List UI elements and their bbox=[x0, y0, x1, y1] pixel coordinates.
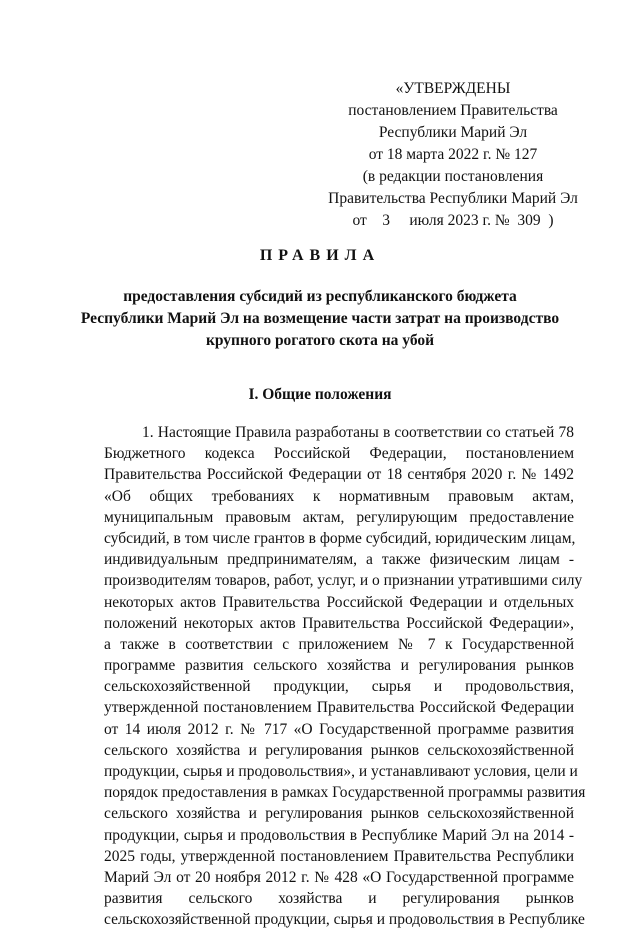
paragraph-line: продукции, сырья и продовольствия», и устанавливают условия, цели и bbox=[104, 763, 578, 780]
approval-line: «УТВЕРЖДЕНЫ bbox=[395, 80, 511, 97]
paragraph-line: а также в соответствии с приложением № 7 к Государственной bbox=[104, 635, 574, 653]
section-heading: I. Общие положения bbox=[248, 386, 392, 403]
paragraph-line: «Об общих требованиях к нормативным правовым актам, bbox=[104, 487, 574, 505]
approval-line: постановлением Правительства bbox=[348, 102, 558, 119]
paragraph-line: продукции, сырья и продовольствия в Республике Марий Эл на 2014 - bbox=[104, 826, 574, 844]
paragraph-line: Марий Эл от 20 ноября 2012 г. № 428 «О Государственной программе bbox=[104, 868, 574, 886]
paragraph-line: муниципальным правовым актам, регулирующим предоставление bbox=[104, 508, 574, 526]
paragraph-line: производителям товаров, работ, услуг, и о признании утратившими силу bbox=[104, 572, 583, 590]
approval-stamp bbox=[318, 78, 588, 232]
paragraph-line: индивидуальным предпринимателям, а также физическим лицам - bbox=[104, 551, 574, 569]
paragraph-line: Бюджетного кодекса Российской Федерации, постановлением bbox=[104, 445, 574, 463]
paragraph-1 bbox=[104, 422, 586, 931]
approval-line: Правительства Республики Марий Эл bbox=[328, 190, 578, 207]
paragraph-line: 2025 годы, утвержденной постановлением Правительства Республики bbox=[104, 847, 574, 865]
subtitle-line: крупного рогатого скота на убой bbox=[205, 332, 435, 349]
paragraph-line: порядок предоставления в рамках Государственной программы развития bbox=[104, 784, 586, 802]
approval-line: (в редакции постановления bbox=[362, 168, 544, 185]
paragraph-line: положений некоторых актов Правительства Российской Федерации», bbox=[104, 614, 574, 632]
paragraph-line: сельского хозяйства и регулирования рынков сельскохозяйственной bbox=[104, 805, 574, 823]
approval-line: Республики Марий Эл bbox=[378, 124, 528, 141]
paragraph-line: сельскохозяйственной продукции, сырья и продовольствия в Республике bbox=[104, 911, 585, 929]
approval-line: от 3 июля 2023 г. № 309 ) bbox=[352, 212, 554, 229]
paragraph-line: сельского хозяйства и регулирования рынков сельскохозяйственной bbox=[104, 741, 574, 759]
paragraph-line: развития сельского хозяйства и регулирования рынков bbox=[104, 890, 574, 908]
subtitle-line: Республики Марий Эл на возмещение части затрат на производство bbox=[80, 310, 560, 327]
paragraph-line: от 14 июля 2012 г. № 717 «О Государственной программе развития bbox=[104, 720, 574, 738]
paragraph-line: 1. Настоящие Правила разработаны в соответствии со статьей 78 bbox=[142, 424, 574, 441]
paragraph-line: утвержденной постановлением Правительства Российской Федерации bbox=[104, 699, 574, 717]
paragraph-line: Правительства Российской Федерации от 18 сентября 2020 г. № 1492 bbox=[104, 466, 574, 484]
subtitle-line: предоставления субсидий из республиканского бюджета bbox=[123, 288, 517, 305]
paragraph-line: субсидий, в том числе грантов в форме субсидий, юридическим лицам, bbox=[104, 529, 576, 547]
paragraph-line: программе развития сельского хозяйства и регулирования рынков bbox=[104, 657, 574, 675]
document-title: ПРАВИЛА bbox=[259, 247, 381, 264]
document-subtitle bbox=[60, 286, 580, 352]
paragraph-line: сельскохозяйственной продукции, сырья и продовольствия, bbox=[104, 678, 574, 696]
approval-line: от 18 марта 2022 г. № 127 bbox=[368, 146, 538, 163]
paragraph-line: некоторых актов Правительства Российской Федерации и отдельных bbox=[104, 593, 574, 611]
